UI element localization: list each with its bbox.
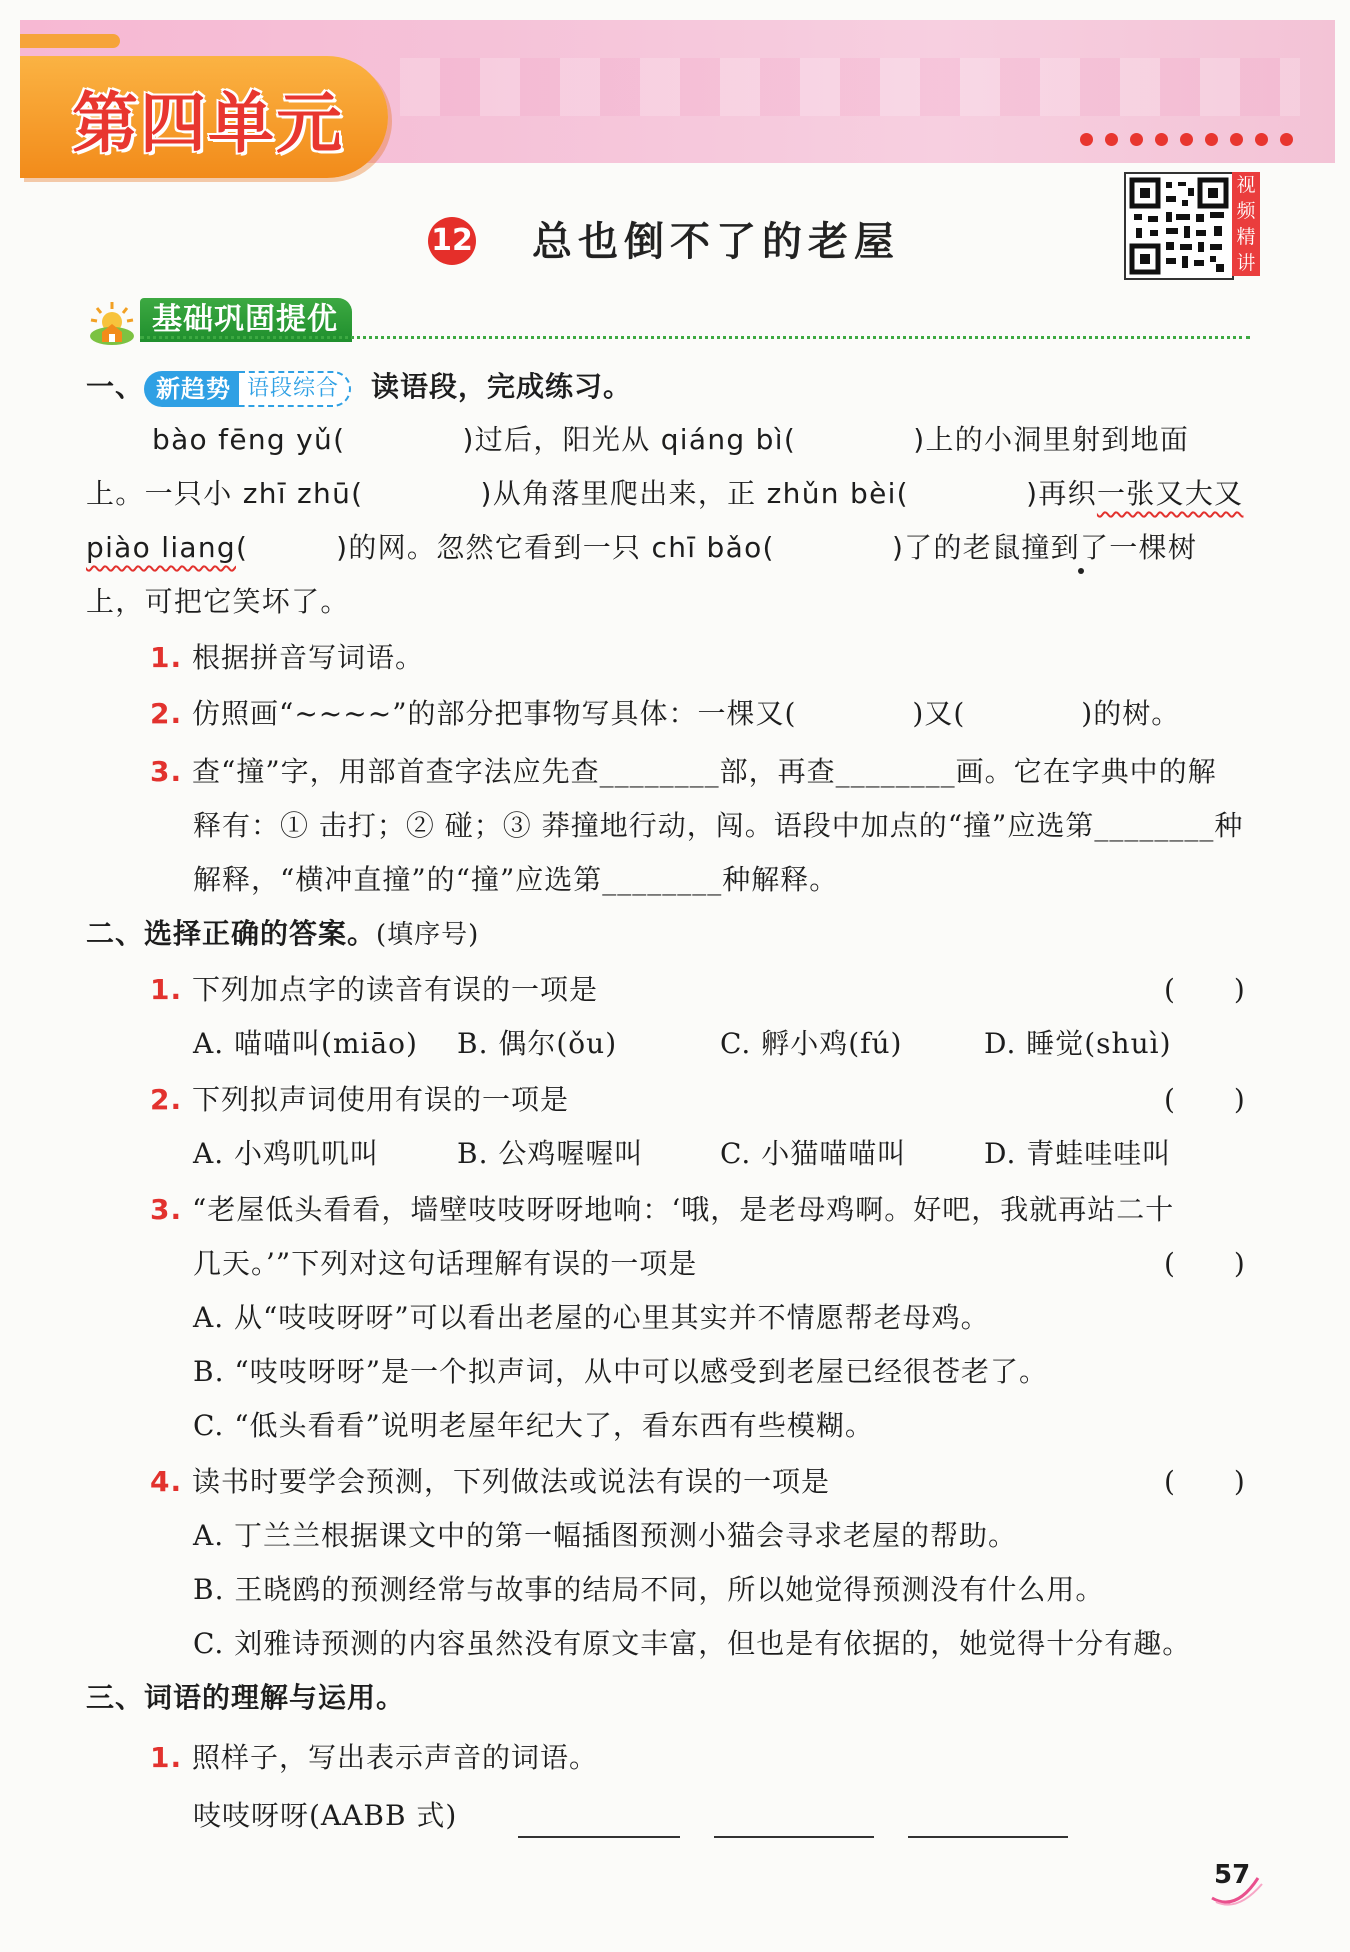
decorative-dots — [1080, 133, 1320, 147]
part2-q2-option-d: D. 青蛙哇哇叫 — [984, 1137, 1172, 1170]
answer-blank-2[interactable] — [714, 1836, 874, 1838]
lesson-number-badge: 12 — [428, 217, 476, 265]
passage-line-4: 上，可把它笑坏了。 — [86, 585, 350, 618]
answer-paren-2: ( ) — [1164, 1083, 1246, 1116]
part2-q1-option-b: B. 偶尔(ǒu) — [457, 1027, 618, 1060]
part2-q2: 2. 下列拟声词使用有误的一项是 — [150, 1083, 570, 1116]
header-strip — [20, 34, 120, 48]
part2-q2-option-b: B. 公鸡喔喔叫 — [457, 1137, 644, 1170]
part2-q1: 1. 下列加点字的读音有误的一项是 — [150, 973, 599, 1006]
part1-q2: 2. 仿照画“~~~~”的部分把事物写具体：一棵又( )又( )的树。 — [150, 697, 1181, 730]
part3-q1: 1. 照样子，写出表示声音的词语。 — [150, 1741, 599, 1774]
part1-heading: 一、 新趋势 语段综合 读语段，完成练习。 — [86, 367, 632, 407]
part2-q4-option-a: A. 丁兰兰根据课文中的第一幅插图预测小猫会寻求老屋的帮助。 — [193, 1519, 1018, 1552]
qr-code-icon[interactable] — [1124, 172, 1234, 280]
answer-blank-1[interactable] — [518, 1836, 680, 1838]
section-divider — [140, 336, 1250, 339]
passage-line-2: 上。一只小 zhī zhū( )从角落里爬出来，正 zhǔn bèi( )再织一张又大又 — [86, 477, 1244, 510]
part3-heading: 三、词语的理解与运用。 — [86, 1681, 406, 1714]
answer-paren-1: ( ) — [1164, 973, 1246, 1006]
part2-q3-line1: 3. “老屋低头看看，墙壁吱吱呀呀地响：‘哦，是老母鸡啊。好吧，我就再站二十 — [150, 1193, 1175, 1226]
part1-q3-line2: 释有：① 击打；② 碰；③ 莽撞地行动，闯。语段中加点的“撞”应选第________种 — [193, 809, 1244, 842]
wavy-phrase-a: 一张又大又 — [1096, 477, 1244, 510]
answer-blank-3[interactable] — [908, 1836, 1068, 1838]
qr-label: 视频精讲 — [1232, 172, 1260, 276]
part2-q1-option-d: D. 睡觉(shuì) — [984, 1027, 1172, 1060]
part2-q2-option-c: C. 小猫喵喵叫 — [720, 1137, 907, 1170]
part1-q1: 1. 根据拼音写词语。 — [150, 641, 425, 674]
part2-heading: 二、选择正确的答案。(填序号) — [86, 917, 480, 950]
trend-badge: 新趋势 — [144, 371, 239, 407]
part2-q2-option-a: A. 小鸡叽叽叫 — [193, 1137, 380, 1170]
type-badge: 语段综合 — [239, 371, 351, 407]
part2-q3-line2: 几天。’”下列对这句话理解有误的一项是 — [193, 1247, 698, 1280]
part2-q4-option-c: C. 刘雅诗预测的内容虽然没有原文丰富，但也是有依据的，她觉得十分有趣。 — [193, 1627, 1192, 1660]
part2-q3-option-b: B. “吱吱呀呀”是一个拟声词，从中可以感受到老屋已经很苍老了。 — [193, 1355, 1049, 1388]
part3-example: 吱吱呀呀(AABB 式) — [193, 1799, 458, 1832]
part2-q4: 4. 读书时要学会预测，下列做法或说法有误的一项是 — [150, 1465, 831, 1498]
unit-title: 第四单元 — [72, 85, 344, 162]
answer-paren-4: ( ) — [1164, 1465, 1246, 1498]
part1-q3-line1: 3. 查“撞”字，用部首查字法应先查________部，再查________画。它在字典中的解 — [150, 755, 1217, 788]
part2-q1-option-c: C. 孵小鸡(fú) — [720, 1027, 903, 1060]
emphasis-dot — [1078, 568, 1084, 574]
part1-q3-line3: 解释，“横冲直撞”的“撞”应选第________种解释。 — [193, 863, 839, 896]
part2-q3-option-c: C. “低头看看”说明老屋年纪大了，看东西有些模糊。 — [193, 1409, 874, 1442]
page-number: 57 — [1214, 1860, 1251, 1890]
part2-q4-option-b: B. 王晓鸥的预测经常与故事的结局不同，所以她觉得预测没有什么用。 — [193, 1573, 1105, 1606]
section-title: 基础巩固提优 — [140, 298, 352, 342]
part2-q3-option-a: A. 从“吱吱呀呀”可以看出老屋的心里其实并不情愿帮老母鸡。 — [193, 1301, 990, 1334]
passage-line-3: piào liang( )的网。忽然它看到一只 chī bǎo( )了的老鼠撞到了一棵树 — [86, 531, 1198, 564]
part2-q1-option-a: A. 喵喵叫(miāo) — [193, 1027, 418, 1060]
lesson-title: 总也倒不了的老屋 — [532, 218, 900, 265]
answer-paren-3: ( ) — [1164, 1247, 1246, 1280]
wavy-phrase-b: piào liang — [86, 531, 236, 564]
passage-line-1: bào fēng yǔ( )过后，阳光从 qiáng bì( )上的小洞里射到地面 — [152, 423, 1190, 456]
sun-house-icon — [88, 300, 136, 346]
